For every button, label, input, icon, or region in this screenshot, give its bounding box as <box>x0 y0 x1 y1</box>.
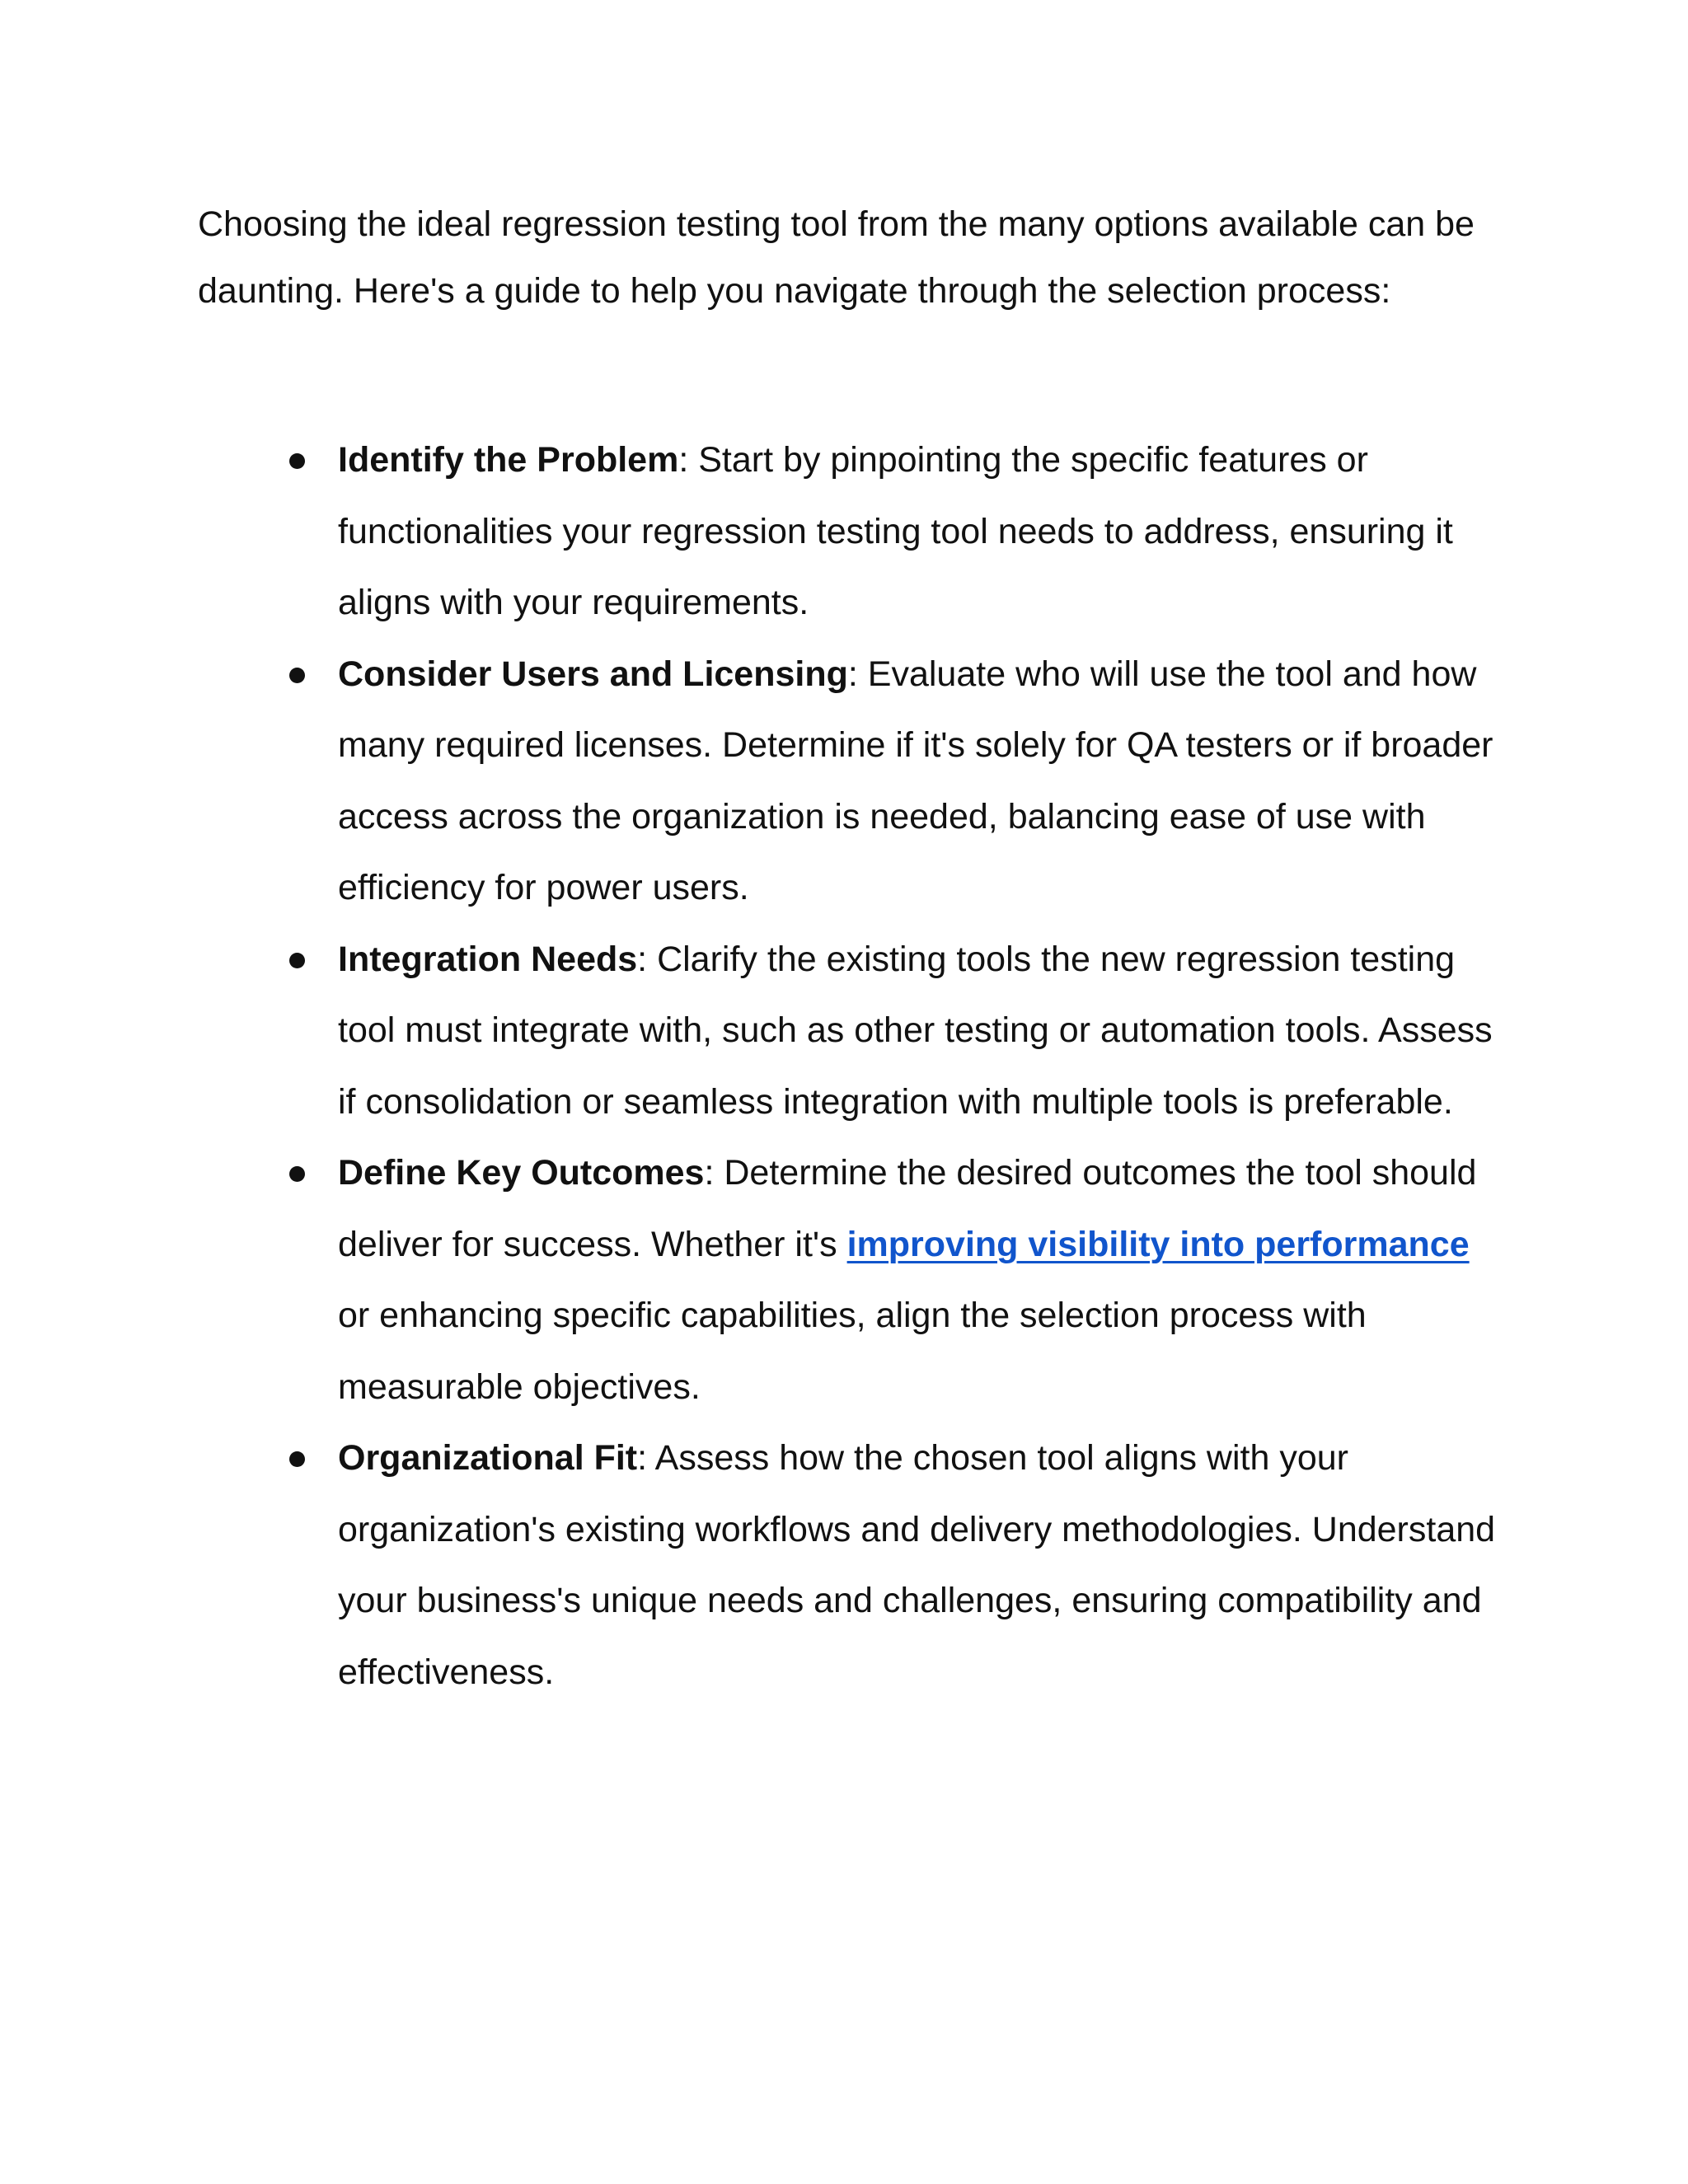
bullet-icon <box>289 668 305 683</box>
list-item-term: Identify the Problem <box>338 440 679 480</box>
list-item-users-licensing <box>0 639 1500 924</box>
list-item-term: Consider Users and Licensing <box>338 654 848 694</box>
list-item-term: Organizational Fit <box>338 1438 638 1478</box>
guide-list <box>0 424 1688 1708</box>
list-item-term: Define Key Outcomes <box>338 1153 705 1193</box>
performance-visibility-link[interactable]: improving visibility into performance <box>846 1224 1470 1264</box>
list-item-organizational-fit <box>0 1422 1500 1708</box>
list-item-key-outcomes <box>0 1137 1500 1422</box>
list-item-text: : Start by pinpointing the specific features or functionalities your regression testing tool needs to address, ensuring it aligns with your requirements. <box>338 440 1453 622</box>
bullet-icon <box>289 453 305 469</box>
list-item-text: : Evaluate who will use the tool and how many required licenses. Determine if it's solely for QA testers or if broader access across the organization is needed, balancing ease of use with efficiency for power users. <box>338 654 1493 907</box>
list-item-text-before-link: : Determine the desired outcomes the tool should deliver for success. Whether it's <box>338 1153 1477 1264</box>
list-item-text-after-link: or enhancing specific capabilities, align the selection process with measurable objectives. <box>338 1296 1367 1407</box>
list-item-text: : Clarify the existing tools the new regression testing tool must integrate with, such as other testing or automation tools. Assess if consolidation or seamless integration with multiple tools is preferable. <box>338 939 1493 1122</box>
bullet-icon <box>289 1166 305 1182</box>
bullet-icon <box>289 953 305 968</box>
list-item-term: Integration Needs <box>338 939 638 979</box>
list-item-integration-needs <box>0 924 1500 1138</box>
list-item-text: : Assess how the chosen tool aligns with your organization's existing workflows and delivery methodologies. Understand your business's unique needs and challenges, ensuring compatibility and effectiveness. <box>338 1438 1496 1692</box>
intro-paragraph: Choosing the ideal regression testing tool from the many options available can be daunting. Here's a guide to help you navigate through the selection process: <box>198 204 1475 311</box>
bullet-icon <box>289 1451 305 1467</box>
list-item-identify-problem <box>0 424 1500 639</box>
